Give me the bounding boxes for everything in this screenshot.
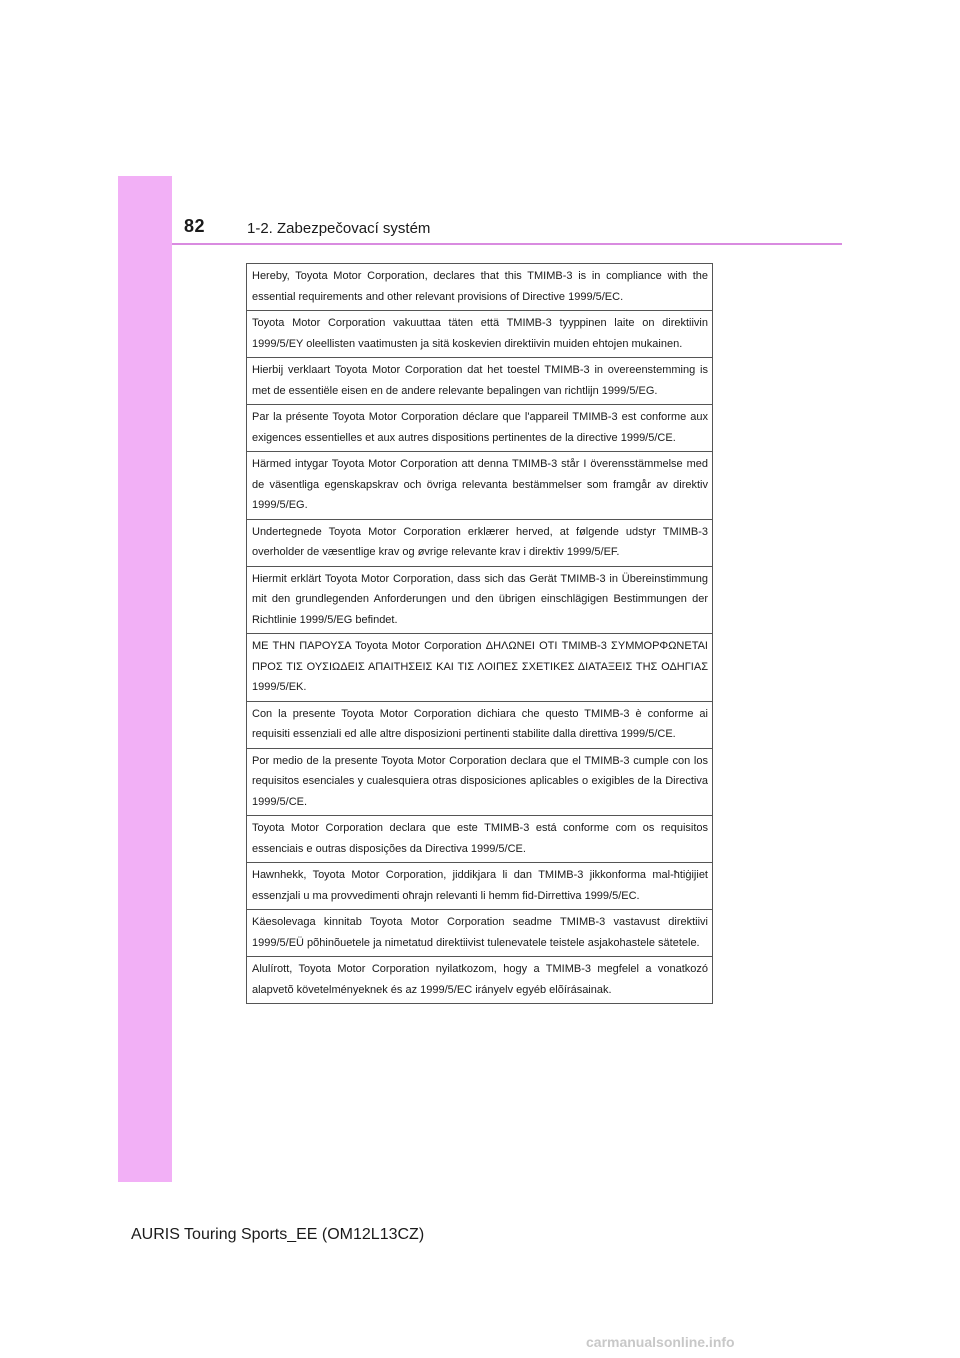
chapter-sidebar-tab	[118, 176, 172, 1182]
manual-code-footer: AURIS Touring Sports_EE (OM12L13CZ)	[131, 1226, 425, 1243]
section-title: 1-2. Zabezpečovací systém	[247, 220, 431, 237]
table-row	[247, 957, 713, 1004]
table-row	[247, 358, 713, 405]
declaration-table	[246, 263, 713, 1004]
table-row	[247, 452, 713, 520]
declaration-dutch: Hierbij verklaart Toyota Motor Corporation dat het toestel TMIMB-3 in overeenstemming is met de essentiële eisen en de andere relevante bepalingen van richtlijn 1999/5/EG.	[247, 358, 713, 405]
table-row	[247, 405, 713, 452]
table-row	[247, 311, 713, 358]
declaration-hungarian: Alulírott, Toyota Motor Corporation nyilatkozom, hogy a TMIMB-3 megfelel a vonatkozó alapvetõ követelményeknek és az 1999/5/EC irányelv egyéb elõírásainak.	[247, 957, 713, 1004]
declaration-finnish: Toyota Motor Corporation vakuuttaa täten että TMIMB-3 tyyppinen laite on direktiivin 1999/5/EY oleellisten vaatimusten ja sitä koskevien direktiivin muiden ehtojen mukainen.	[247, 311, 713, 358]
declaration-swedish: Härmed intygar Toyota Motor Corporation att denna TMIMB-3 står I överensstämmelse med de väsentliga egenskapskrav och övriga relevanta bestämmelser som framgår av direktiv 1999/5/EG.	[247, 452, 713, 520]
declaration-danish: Undertegnede Toyota Motor Corporation erklærer herved, at følgende udstyr TMIMB-3 overholder de væsentlige krav og øvrige relevante krav i direktiv 1999/5/EF.	[247, 519, 713, 566]
table-row	[247, 816, 713, 863]
declaration-maltese: Hawnhekk, Toyota Motor Corporation, jiddikjara li dan TMIMB-3 jikkonforma mal-ħtiġijiet essenzjali u ma provvedimenti oħrajn relevanti li hemm fid-Dirrettiva 1999/5/EC.	[247, 863, 713, 910]
watermark: carmanualsonline.info	[586, 1334, 735, 1350]
page-number: 82	[184, 216, 206, 236]
table-row	[247, 519, 713, 566]
declaration-french: Par la présente Toyota Motor Corporation déclare que l'appareil TMIMB-3 est conforme aux exigences essentielles et aux autres dispositions pertinentes de la directive 1999/5/CE.	[247, 405, 713, 452]
declaration-greek: ΜΕ ΤΗΝ ΠΑΡΟΥΣΑ Toyota Motor Corporation ΔΗΛΩΝΕΙ ΟΤΙ TMIMB-3 ΣΥΜΜΟΡΦΩΝΕΤΑΙ ΠΡΟΣ ΤΙΣ ΟΥΣΙΩΔΕΙΣ ΑΠΑΙΤΗΣΕΙΣ ΚΑΙ ΤΙΣ ΛΟΙΠΕΣ ΣΧΕΤΙΚΕΣ ΔΙΑΤΑΞΕΙΣ ΤΗΣ ΟΔΗΓΙΑΣ 1999/5/ΕΚ.	[247, 634, 713, 702]
header-rule	[172, 243, 842, 245]
table-row	[247, 910, 713, 957]
table-row	[247, 748, 713, 816]
table-row	[247, 701, 713, 748]
declaration-portuguese: Toyota Motor Corporation declara que este TMIMB-3 está conforme com os requisitos essenciais e outras disposições da Directiva 1999/5/CE.	[247, 816, 713, 863]
table-row	[247, 634, 713, 702]
table-row	[247, 566, 713, 634]
declaration-estonian: Käesolevaga kinnitab Toyota Motor Corporation seadme TMIMB-3 vastavust direktiivi 1999/5/EÜ põhinõuetele ja nimetatud direktiivist tulenevatele teistele asjakohastele sätetele.	[247, 910, 713, 957]
declaration-english: Hereby, Toyota Motor Corporation, declares that this TMIMB-3 is in compliance with the essential requirements and other relevant provisions of Directive 1999/5/EC.	[247, 264, 713, 311]
table-row	[247, 264, 713, 311]
declaration-spanish: Por medio de la presente Toyota Motor Corporation declara que el TMIMB-3 cumple con los requisitos esenciales y cualesquiera otras disposiciones aplicables o exigibles de la Directiva 1999/5/CE.	[247, 748, 713, 816]
declaration-german: Hiermit erklärt Toyota Motor Corporation, dass sich das Gerät TMIMB-3 in Übereinstimmung mit den grundlegenden Anforderungen und den übrigen einschlägigen Bestimmungen der Richtlinie 1999/5/EG befindet.	[247, 566, 713, 634]
declaration-italian: Con la presente Toyota Motor Corporation dichiara che questo TMIMB-3 è conforme ai requisiti essenziali ed alle altre disposizioni pertinenti stabilite dalla direttiva 1999/5/CE.	[247, 701, 713, 748]
table-row	[247, 863, 713, 910]
